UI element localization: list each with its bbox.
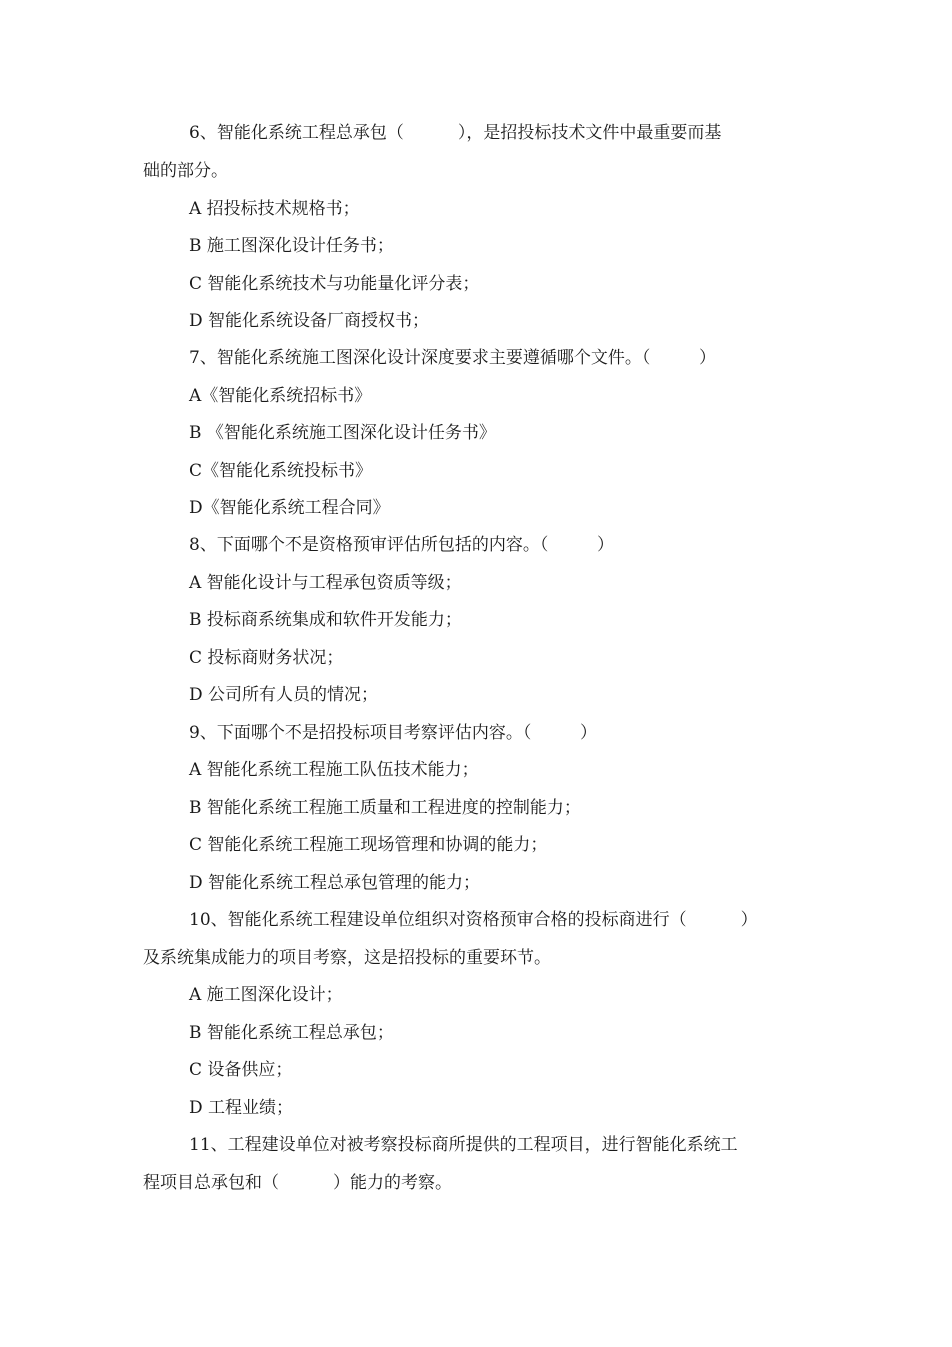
question-6-option-c: C 智能化系统技术与功能量化评分表； bbox=[189, 274, 480, 294]
question-8-text: 8、下面哪个不是资格预审评估所包括的内容。（ ） bbox=[189, 535, 614, 555]
question-7-option-c: C《智能化系统投标书》 bbox=[189, 461, 373, 481]
question-7-option-a: A《智能化系统招标书》 bbox=[189, 386, 372, 406]
question-8-option-b: B 投标商系统集成和软件开发能力； bbox=[189, 610, 462, 630]
question-8-option-c: C 投标商财务状况； bbox=[189, 648, 344, 668]
question-10-text: 10、智能化系统工程建设单位组织对资格预审合格的投标商进行（ ） bbox=[189, 910, 758, 930]
question-11-text: 11、工程建设单位对被考察投标商所提供的工程项目，进行智能化系统工 bbox=[189, 1135, 738, 1155]
question-8-option-a: A 智能化设计与工程承包资质等级； bbox=[189, 573, 462, 593]
question-10-option-b: B 智能化系统工程总承包； bbox=[189, 1023, 394, 1043]
question-7-text: 7、智能化系统施工图深化设计深度要求主要遵循哪个文件。（ ） bbox=[189, 348, 716, 368]
question-10-option-c: C 设备供应； bbox=[189, 1060, 293, 1080]
question-6-option-b: B 施工图深化设计任务书； bbox=[189, 236, 394, 256]
question-9-text: 9、下面哪个不是招投标项目考察评估内容。（ ） bbox=[189, 723, 597, 743]
question-8-option-d: D 公司所有人员的情况； bbox=[189, 685, 379, 705]
question-6-option-a: A 招投标技术规格书； bbox=[189, 199, 360, 219]
question-6-text: 6、智能化系统工程总承包（ ），是招投标技术文件中最重要而基 bbox=[189, 123, 722, 143]
question-6-continuation: 础的部分。 bbox=[143, 161, 228, 181]
question-11-continuation: 程项目总承包和（ ）能力的考察。 bbox=[143, 1173, 453, 1193]
question-7-option-d: D《智能化系统工程合同》 bbox=[189, 498, 390, 518]
question-6-option-d: D 智能化系统设备厂商授权书； bbox=[189, 311, 430, 331]
question-9-option-d: D 智能化系统工程总承包管理的能力； bbox=[189, 873, 481, 893]
question-10-continuation: 及系统集成能力的项目考察，这是招投标的重要环节。 bbox=[143, 948, 551, 968]
question-9-option-c: C 智能化系统工程施工现场管理和协调的能力； bbox=[189, 835, 548, 855]
question-7-option-b: B 《智能化系统施工图深化设计任务书》 bbox=[189, 423, 496, 443]
question-9-option-a: A 智能化系统工程施工队伍技术能力； bbox=[189, 760, 479, 780]
question-10-option-d: D 工程业绩； bbox=[189, 1098, 294, 1118]
question-10-option-a: A 施工图深化设计； bbox=[189, 985, 343, 1005]
question-9-option-b: B 智能化系统工程施工质量和工程进度的控制能力； bbox=[189, 798, 581, 818]
